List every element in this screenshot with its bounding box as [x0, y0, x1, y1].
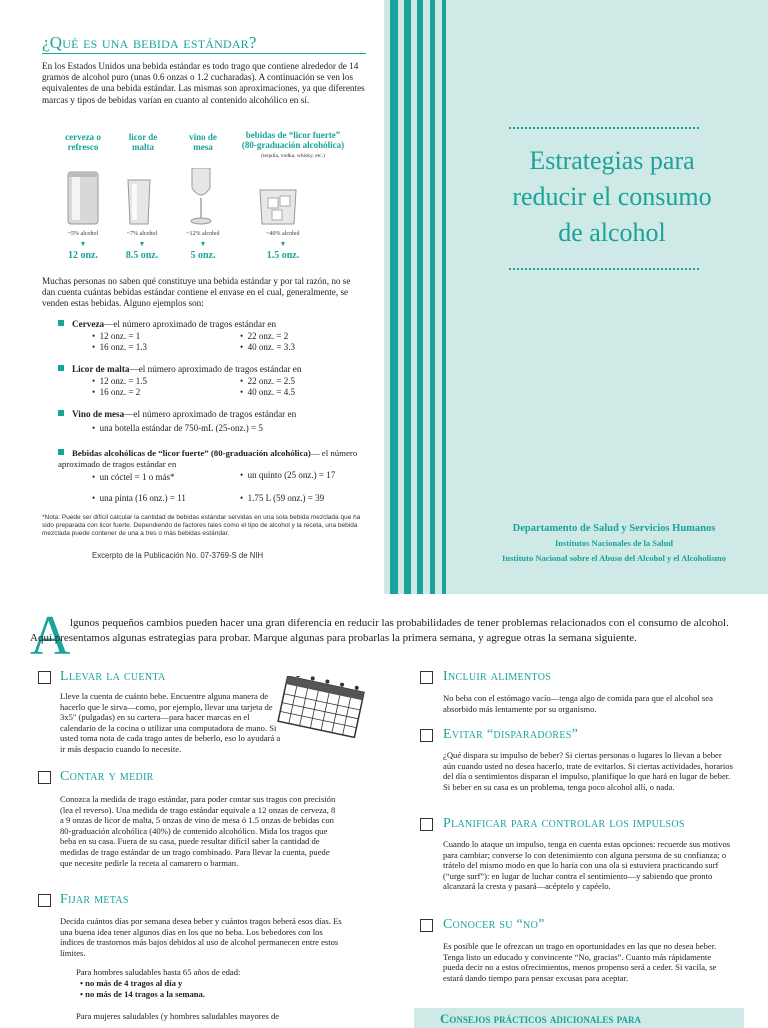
institute-name: Instituto Nacional sobre el Abuso del Alcohol y el Alcoholismo — [502, 553, 726, 563]
stripe — [442, 0, 446, 594]
department-name: Departamento de Salud y Servicios Humanos — [512, 523, 716, 534]
drink-label-malt: licor de malta — [128, 132, 158, 152]
stripe — [404, 0, 411, 594]
wine-glass-icon — [191, 168, 211, 224]
arrow-down-icon: ▼ — [79, 240, 87, 248]
item-desc: —el número aproximado de tragos estándar en — [104, 319, 277, 329]
malt-glass-icon — [128, 180, 150, 224]
sub-item: • 40 onz. = 4.5 — [240, 387, 295, 397]
institute-name: Institutos Nacionales de la Salud — [554, 538, 674, 548]
cover-title-line: reducir el consumo — [512, 182, 712, 211]
heading-conocer: Conocer su “no” — [443, 917, 545, 932]
checkbox-conocer[interactable] — [420, 919, 433, 932]
dotted-rule — [509, 268, 699, 270]
heading-planificar: Planificar para controlar los impulsos — [443, 816, 685, 831]
publication-excerpt: Excerpto de la Publicación No. 07-3769-S de NIH — [92, 551, 264, 560]
sub-item: • una botella estándar de 750-mL (25-onz.) = 5 — [92, 423, 263, 433]
body-contar: Conozca la medida de trago estándar, para poder contar sus tragos con precisión (lea el reverso). Una medida de trago estándar equivale a 12 onzas de cerveza, 8 a 9 onzas de licor de malta, 5 onzas de vino de mesa ó 1.5 onzas de bebidas con 80-graduación alcohólica (40%) de contenido alcohólico. Mida los tragos que beba en su casa. Fuera de su casa, puede resultar difícil saber la cantidad de medidas de trago estándar de un trago combinado. Para llevar la cuenta, puede que necesite pedirle la receta al camarero o barman. — [60, 794, 336, 868]
examples-intro: Muchas personas no saben qué constituye una bebida estándar y por tal razón, no se dan cuenta cuántas bebidas estándar contiene el envase en el cual, generalmente, se venden estas bebidas. Alguno ejemplos son: — [42, 276, 351, 309]
body-incluir: No beba con el estómago vacío—tenga algo de comida para que el alcohol sea absorbido más lentamente por su organismo. — [443, 693, 713, 714]
cover-panel — [384, 0, 768, 594]
footnote: *Nota: Puede ser difícil calcular la cantidad de bebidas estándar servidas en una sola bebida mezclada que ha sido preparada con licor fuerte. Dependiendo de factores tales como el tipo de alcohol y la receta, una bebida mezclada puede contener de una a tres o más bebidas estándar. — [42, 514, 361, 537]
body-evitar: ¿Qué dispara su impulso de beber? Si ciertas personas o lugares lo llevan a beber aún cuando usted no desea hacerlo, trate de evitarlos. Si ciertas actividades, horarios del día o sentimientos disparan el impulso, planifique lo que hará en lugar de beber. Si beber en su casa es un problema, tenga poco alcohol allí, o nada. — [443, 750, 733, 792]
item-licor-malta — [58, 364, 358, 375]
heading-incluir: Incluir alimentos — [443, 669, 552, 684]
stripe — [430, 0, 435, 594]
item-desc: — el número aproximado de tragos estándar en — [58, 448, 358, 469]
body-planificar: Cuando lo ataque un impulso, tenga en cuenta estas opciones: recuerde sus motivos para cambiar; converse lo con detenimiento con alguna persona de su confianza; o trátelo del mismo modo en que lo haría con una ola si estuviera practicando surf (“urge surf”): en lugar de luchar contra el sentimiento—y sabiendo que pronto alcanzará la cresta y pasará—acéptelo y capéelo. — [443, 839, 731, 892]
body-llevar: Lleve la cuenta de cuánto bebe. Encuentre alguna manera de hacerlo que le sirva—como, por ejemplo, llevar una tarjeta de 3x5" (pulgadas) en su cartera—para hacer marcas en el calendario de la cocina o utilizar una computadora de mano. Si usted toma nota de cada trago antes de beberlo, eso lo ayudará a ir más despacio cuando lo necesite. — [60, 691, 281, 754]
cover-title-line: de alcohol — [558, 218, 666, 247]
department-block — [474, 523, 754, 563]
stripe — [417, 0, 423, 594]
standard-drink-panel — [0, 0, 384, 594]
body-fijar: Decida cuántos días por semana desea beber y cuántos tragos beberá esos días. Es una buena idea tener algunos días en los que no beba. Los bebedores con los índices de trastornos más bajos debidos al uso de alcohol permanecen entre estos límites. — [60, 916, 342, 958]
arrow-down-icon: ▼ — [279, 240, 287, 248]
sub-item: • 40 onz. = 3.3 — [240, 342, 295, 352]
panel-title: ¿Qué es una bebida estándar? — [42, 33, 257, 52]
sub-item: • 16 onz. = 1.3 — [92, 342, 147, 352]
intro-paragraph: En los Estados Unidos una bebida estándar es todo trago que contiene alrededor de 14 gramos de alcohol puro (unas 0.6 onzas o 1.2 cucharadas). A continuación se ven los equivalentes de una bebida estándar. Las mismas son aproximaciones, ya que diferentes marcas y tipos de bebidas varían en cuanto al contenido alcohólico en sí. — [42, 61, 365, 105]
heading-evitar: Evitar “disparadores” — [443, 727, 579, 742]
lead-paragraph: lgunos pequeños cambios pueden hacer una gran diferencia en reducir las probabilidades de tener problemas relacionados con el consumo de alcohol. Aquí presentamos algunas estrategias para probar. Marque algunas para probarlas la primera semana, y agregue otras la semana siguiente. — [30, 617, 729, 644]
sub-item: • un cóctel = 1 o más* — [92, 472, 175, 482]
stripe — [390, 0, 398, 594]
body-conocer: Es posible que le ofrezcan un trago en oportunidades en las que no desea beber. Tenga listo un educado y convincente “No, gracias”. Cuanto más rápidamente pueda decir no a estos ofrecimientos, menos propenso será a ceder. Si vacila, se estará dando tiempo para pensar excusas para aceptar. — [443, 941, 717, 983]
strategies-section — [0, 594, 768, 1024]
bullet-square-icon — [58, 410, 64, 416]
item-name: Cerveza — [72, 319, 105, 329]
bullet-square-icon — [58, 365, 64, 371]
drink-label-wine: vino de mesa — [189, 132, 217, 152]
spirits-glass-icon — [260, 190, 296, 224]
checkbox-planificar[interactable] — [420, 818, 433, 831]
checkbox-contar[interactable] — [38, 771, 51, 784]
arrow-down-icon: ▼ — [138, 240, 146, 248]
item-name: Licor de malta — [72, 364, 130, 374]
drink-illustrations — [60, 168, 360, 228]
item-name: Vino de mesa — [72, 409, 125, 419]
item-licor-fuerte — [58, 448, 358, 470]
sub-item: • 22 onz. = 2.5 — [240, 376, 295, 386]
drink-label-spirits-text: bebidas de “licor fuerte” (80-graduación alcohólica) — [241, 130, 345, 150]
bullet-square-icon — [58, 320, 64, 326]
sub-item: • una pinta (16 onz.) = 11 — [92, 493, 186, 503]
checkbox-evitar[interactable] — [420, 729, 433, 742]
heading-llevar: Llevar la cuenta — [60, 669, 166, 684]
calendar-icon — [272, 676, 372, 738]
drink-oz-wine: 5 onz. — [190, 250, 216, 261]
dotted-rule — [509, 127, 699, 129]
men-limit-2: • no más de 14 tragos a la semana. — [80, 989, 206, 999]
arrow-down-icon: ▼ — [199, 240, 207, 248]
women-limit-label: Para mujeres saludables (y hombres saludables mayores de — [76, 1011, 280, 1021]
sub-item: • 22 onz. = 2 — [240, 331, 289, 341]
checkbox-llevar[interactable] — [38, 671, 51, 684]
tips-heading: Consejos prácticos adicionales para — [440, 1011, 642, 1026]
item-cerveza — [58, 319, 358, 330]
sub-item: • 1.75 L (59 onz.) = 39 — [240, 493, 325, 503]
drink-pct-malt: ~7% alcohol — [126, 231, 158, 237]
drink-label-spirits — [238, 130, 348, 161]
heading-fijar: Fijar metas — [60, 892, 129, 907]
drink-oz-spirits: 1.5 onz. — [266, 250, 300, 261]
item-desc: —el número aproximado de tragos estándar en — [124, 409, 297, 419]
title-rule — [42, 53, 366, 54]
drink-pct-spirits: ~40% alcohol — [266, 231, 300, 237]
sub-item: • un quinto (25 onz.) = 17 — [240, 470, 336, 480]
bullet-square-icon — [58, 449, 64, 455]
item-vino-mesa — [58, 409, 358, 420]
sub-item: • 16 onz. = 2 — [92, 387, 141, 397]
men-limit-label: Para hombres saludables hasta 65 años de edad: — [76, 967, 241, 977]
drink-pct-beer: ~5% alcohol — [67, 231, 99, 237]
checkbox-incluir[interactable] — [420, 671, 433, 684]
men-limit-1: • no más de 4 tragos al día y — [80, 978, 183, 988]
drop-cap: A — [30, 605, 71, 667]
beer-can-icon — [68, 172, 98, 224]
checkbox-fijar[interactable] — [38, 894, 51, 907]
drink-label-spirits-examples: (tequila, vodka, whisky, etc.) — [261, 153, 325, 159]
cover-title-line: Estrategias para — [529, 146, 695, 175]
item-desc: —el número aproximado de tragos estándar en — [129, 364, 302, 374]
drink-oz-beer: 12 onz. — [68, 250, 98, 261]
drink-pct-wine: ~12% alcohol — [186, 231, 220, 237]
drink-label-beer: cerveza o refresco — [65, 132, 101, 152]
drink-oz-malt: 8.5 onz. — [125, 250, 159, 261]
item-name: Bebidas alcohólicas de “licor fuerte” (80-graduación alcohólica) — [72, 448, 311, 458]
sub-item: • 12 onz. = 1.5 — [92, 376, 147, 386]
cover-title — [472, 143, 752, 251]
heading-contar: Contar y medir — [60, 769, 154, 784]
sub-item: • 12 onz. = 1 — [92, 331, 141, 341]
